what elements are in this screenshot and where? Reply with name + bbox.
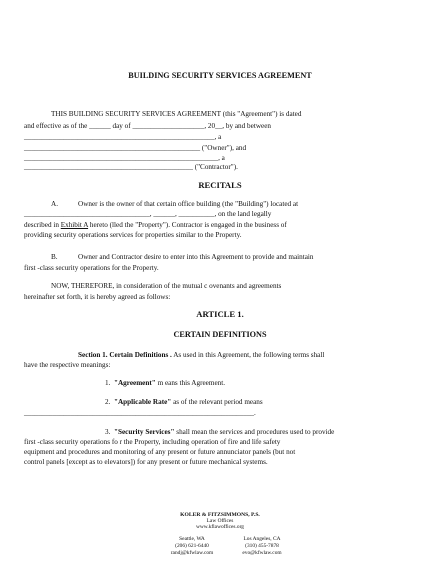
recital-a-line-3 <box>24 221 287 230</box>
definition-1-rest: m eans this Agreement. <box>155 379 226 387</box>
footer-right-phone: (310) 455-7878 <box>245 543 279 549</box>
section-1-rest: As used in this Agreement, the following terms shall <box>171 351 325 359</box>
intro-line-5: ______________________________________________________, a <box>24 154 225 162</box>
document-title: BUILDING SECURITY SERVICES AGREEMENT <box>128 71 312 80</box>
recital-b-line-1: Owner and Contractor desire to enter into this Agreement to provide and maintain <box>78 253 314 261</box>
definition-3-line-2: first -class security operations fo r the Property, including operation of fire and life safety <box>24 438 281 446</box>
footer-website: www.kflawoffices.org <box>196 524 244 530</box>
definitions-heading: CERTAIN DEFINITIONS <box>173 330 267 339</box>
definition-3 <box>105 428 334 437</box>
footer-left-city: Seattle, WA <box>179 536 205 542</box>
intro-line-6: _______________________________________________ ("Contractor"). <box>24 163 238 171</box>
recital-a-line-3-post: hereto (lled the "Property"). Contractor is engaged in the business of <box>88 221 287 229</box>
now-therefore-line-2: hereinafter set forth, it is hereby agreed as follows: <box>24 293 171 301</box>
recital-a-line-2: ___________________________________, ______, __________, on the land legally <box>24 210 272 218</box>
exhibit-a-reference: Exhibit A <box>60 221 89 229</box>
footer-right-email: evo@kfwlaw.com <box>242 550 282 556</box>
article-heading: ARTICLE 1. <box>196 309 244 319</box>
definition-3-line-4: control panels [except as to elevators]) for any present or future mechanical systems. <box>24 458 268 466</box>
definition-2-num: 2. <box>105 398 111 406</box>
section-1-line-2: have the respective meanings: <box>24 361 111 369</box>
recital-b-line-2: first -class security operations for the Property. <box>24 264 159 272</box>
definition-3-line-3: equipment and procedures and monitoring of any present or future annunciator panels (but not <box>24 448 296 456</box>
footer-firm-name: KOLER & FITZSIMMONS, P.S. <box>180 512 260 518</box>
recital-a-line-4: providing security operations services for properties similar to the Property. <box>24 231 242 239</box>
intro-line-1: THIS BUILDING SECURITY SERVICES AGREEMENT (this "Agreement") is dated <box>51 110 302 118</box>
section-1-label: Section 1. Certain Definitions . <box>78 351 172 359</box>
definition-3-num: 3. <box>105 428 111 436</box>
intro-line-2: and effective as of the ______ day of ____________________, 20__, by and between <box>24 122 271 130</box>
definition-2-blank: ________________________________________________________________. <box>24 409 256 417</box>
recital-a-line-1: Owner is the owner of that certain office building (the "Building") located at <box>78 200 299 208</box>
definition-2-rest: as of the relevant period means <box>171 398 263 406</box>
now-therefore-line-1: NOW, THEREFORE, in consideration of the mutual c ovenants and agreements <box>51 282 282 290</box>
definition-1 <box>105 379 225 388</box>
definition-1-num: 1. <box>105 379 111 387</box>
recitals-heading: RECITALS <box>198 180 242 190</box>
definition-3-term: "Security Services" <box>113 428 175 436</box>
recital-b-letter: B. <box>51 253 58 261</box>
intro-line-3: _____________________________________________________, a <box>24 133 222 141</box>
intro-line-4: _________________________________________________ ("Owner"), and <box>24 144 247 152</box>
definition-3-rest: shall mean the services and procedures used to provide <box>174 428 335 436</box>
footer-right-city: Los Angeles, CA <box>243 536 281 542</box>
recital-a-line-3-pre: described in <box>24 221 61 229</box>
footer-law-offices: Law Offices <box>206 518 234 524</box>
recital-a-letter: A. <box>51 200 58 208</box>
definition-2-term: "Applicable Rate" <box>113 398 172 406</box>
definition-2 <box>105 398 263 407</box>
definition-1-term: "Agreement" <box>113 379 156 387</box>
footer-left-phone: (206) 621-6440 <box>175 543 209 549</box>
section-1-line-1 <box>78 351 324 360</box>
footer-left-email: randj@kfwlaw.com <box>170 550 214 556</box>
